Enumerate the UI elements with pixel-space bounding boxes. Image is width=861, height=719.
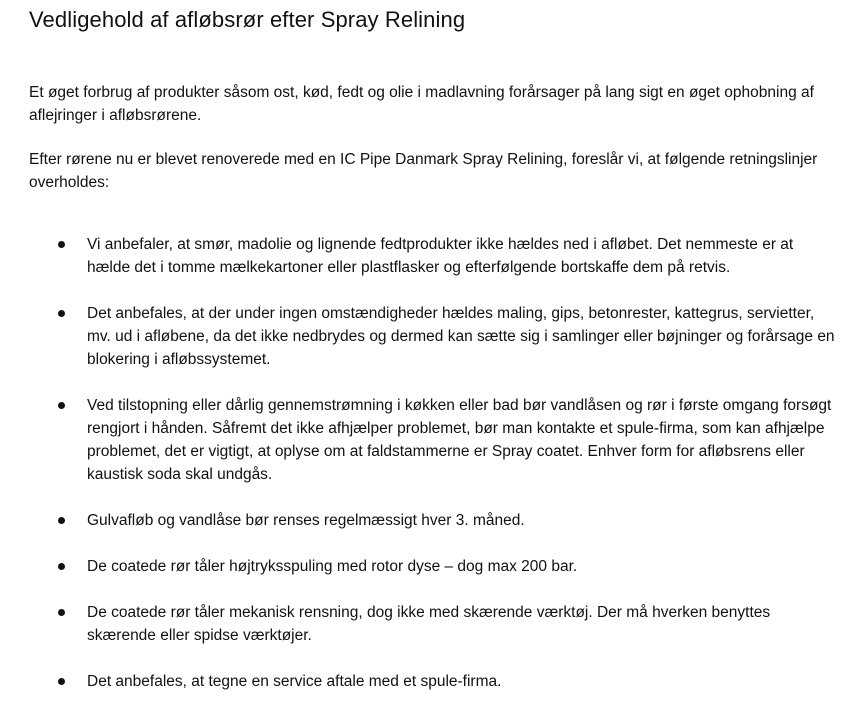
guidelines-intro-paragraph: Efter rørene nu er blevet renoverede med en IC Pipe Danmark Spray Relining, foreslår vi, at følgende retningslinjer overholdes: [29, 151, 818, 191]
list-item [0, 394, 861, 486]
bullet-icon [58, 609, 65, 616]
list-item [0, 302, 861, 371]
bullet-icon [58, 241, 65, 248]
list-item-text: Det anbefales, at tegne en service aftale med et spule-firma. [87, 673, 502, 690]
list-item [0, 601, 861, 647]
list-item-text: De coatede rør tåler mekanisk rensning, dog ikke med skærende værktøj. Der må hverken benyttes skærende eller spidse værktøjer. [87, 604, 771, 644]
list-item [0, 555, 861, 578]
list-item [0, 233, 861, 279]
list-item [0, 509, 861, 532]
document-title: Vedligehold af afløbsrør efter Spray Relining [29, 7, 466, 32]
list-item-text: De coatede rør tåler højtryksspuling med rotor dyse – dog max 200 bar. [87, 558, 578, 575]
list-item [0, 670, 861, 693]
list-item-text: Vi anbefaler, at smør, madolie og lignende fedtprodukter ikke hældes ned i afløbet. Det nemmeste er at hælde det i tomme mælkekartoner eller plastflasker og efterfølgende bortskaffe dem på retvis. [87, 236, 794, 276]
bullet-icon [58, 402, 65, 409]
intro-paragraph: Et øget forbrug af produkter såsom ost, kød, fedt og olie i madlavning forårsager på lang sigt en øget ophobning af aflejringer i afløbsrørene. [29, 84, 814, 124]
bullet-icon [58, 517, 65, 524]
list-item-text: Ved tilstopning eller dårlig gennemstrømning i køkken eller bad bør vandlåsen og rør i første omgang forsøgt rengjort i hånden. Såfremt det ikke afhjælper problemet, bør man kontakte et spule-firma, som kan afhjælpe problemet, det er vigtigt, at oplyse om at faldstammerne er Spray coatet. Enhver form for afløbsrens eller kaustisk soda skal undgås. [87, 397, 832, 483]
guidelines-list [0, 233, 861, 716]
bullet-icon [58, 310, 65, 317]
bullet-icon [58, 678, 65, 685]
list-item-text: Gulvafløb og vandlåse bør renses regelmæssigt hver 3. måned. [87, 512, 525, 529]
bullet-icon [58, 563, 65, 570]
list-item-text: Det anbefales, at der under ingen omstændigheder hældes maling, gips, betonrester, kattegrus, servietter, mv. ud i afløbene, da det ikke nedbrydes og dermed kan sætte sig i samlinger eller bøjninger og forårsage en blokering i afløbssystemet. [87, 305, 835, 368]
